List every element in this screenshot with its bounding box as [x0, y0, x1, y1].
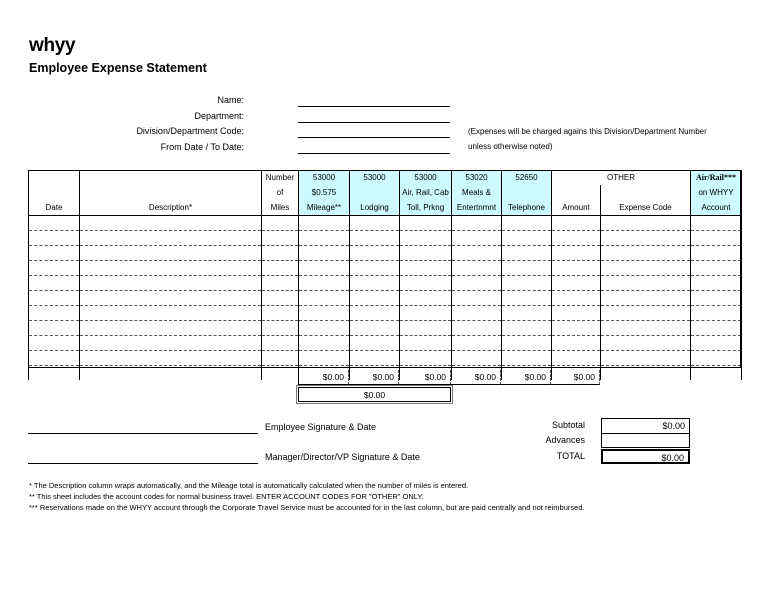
table-cell[interactable] [350, 261, 400, 276]
table-cell[interactable] [452, 291, 502, 306]
subtotal-value: $0.00 [601, 418, 690, 433]
header-col-1-row-3: Description* [80, 200, 262, 216]
table-cell[interactable] [350, 291, 400, 306]
grand-total-box: $0.00 [298, 387, 451, 402]
header-col-8-row-2 [552, 185, 601, 200]
table-cell[interactable] [262, 216, 299, 231]
table-cell[interactable] [262, 351, 299, 366]
table-cell[interactable] [601, 306, 691, 321]
table-cell[interactable] [552, 261, 601, 276]
employee-signature-label: Employee Signature & Date [265, 422, 377, 432]
table-cell[interactable] [299, 336, 350, 351]
table-cell[interactable] [299, 321, 350, 336]
dates-label: From Date / To Date: [160, 142, 244, 152]
table-cell[interactable] [299, 276, 350, 291]
header-col-9-row-2 [601, 185, 691, 200]
table-row [29, 336, 742, 351]
department-field[interactable] [298, 122, 450, 123]
employee-signature-line[interactable] [28, 433, 258, 434]
table-cell[interactable] [350, 351, 400, 366]
table-cell[interactable] [29, 261, 80, 276]
table-cell[interactable] [601, 276, 691, 291]
table-cell[interactable] [262, 276, 299, 291]
dates-field[interactable] [298, 153, 450, 154]
header-col-7-row-2 [502, 185, 552, 200]
table-cell[interactable] [601, 216, 691, 231]
table-cell[interactable] [350, 306, 400, 321]
table-cell[interactable] [502, 246, 552, 261]
header-col-1-row-2 [80, 185, 262, 200]
name-label: Name: [217, 95, 244, 105]
table-cell[interactable] [262, 336, 299, 351]
header-col-0-row-3: Date [29, 200, 80, 216]
table-cell[interactable] [80, 231, 262, 246]
header-col-2-row-2: of [262, 185, 299, 200]
table-cell[interactable] [80, 366, 262, 381]
column-total: $0.00 [551, 370, 600, 385]
table-cell[interactable] [502, 321, 552, 336]
table-cell[interactable] [452, 216, 502, 231]
table-cell[interactable] [691, 216, 742, 231]
header-row-3 [29, 200, 742, 216]
table-cell[interactable] [452, 321, 502, 336]
table-cell[interactable] [502, 216, 552, 231]
table-cell[interactable] [80, 351, 262, 366]
whyy-logo: whyy [29, 35, 76, 56]
table-cell[interactable] [452, 261, 502, 276]
table-row [29, 216, 742, 231]
table-cell[interactable] [691, 306, 742, 321]
table-cell[interactable] [552, 306, 601, 321]
table-cell[interactable] [601, 336, 691, 351]
table-cell[interactable] [262, 291, 299, 306]
column-total: $0.00 [298, 370, 349, 385]
table-cell[interactable] [502, 276, 552, 291]
header-col-0-row-1 [29, 170, 80, 185]
table-cell[interactable] [29, 231, 80, 246]
footnote-2: ** This sheet includes the account codes for normal business travel. ENTER ACCOUNT CODES FOR "OTHER" ONLY. [29, 492, 424, 501]
table-cell[interactable] [502, 336, 552, 351]
table-cell[interactable] [400, 306, 452, 321]
table-cell[interactable] [601, 246, 691, 261]
table-row [29, 291, 742, 306]
table-cell[interactable] [80, 321, 262, 336]
table-cell[interactable] [262, 321, 299, 336]
table-cell[interactable] [350, 276, 400, 291]
table-cell[interactable] [350, 336, 400, 351]
table-cell[interactable] [552, 216, 601, 231]
table-cell[interactable] [452, 351, 502, 366]
table-cell[interactable] [262, 366, 299, 381]
table-cell[interactable] [691, 366, 742, 381]
division-note-line-1: (Expenses will be charged agains this Division/Department Number [468, 127, 707, 136]
table-cell[interactable] [452, 276, 502, 291]
table-cell[interactable] [262, 246, 299, 261]
table-cell[interactable] [601, 321, 691, 336]
header-col-8-row-3: Amount [552, 200, 601, 216]
table-cell[interactable] [552, 231, 601, 246]
footnote-3: *** Reservations made on the WHYY account through the Corporate Travel Service must be accounted for in the last column, but are paid centrally and not reimbursed. [29, 503, 585, 512]
header-row-2 [29, 185, 742, 200]
table-cell[interactable] [80, 291, 262, 306]
table-row [29, 306, 742, 321]
table-cell[interactable] [601, 351, 691, 366]
table-cell[interactable] [299, 306, 350, 321]
table-cell[interactable] [502, 291, 552, 306]
table-cell[interactable] [29, 321, 80, 336]
table-cell[interactable] [452, 336, 502, 351]
division-code-label: Division/Department Code: [136, 126, 244, 136]
table-cell[interactable] [400, 291, 452, 306]
table-cell[interactable] [601, 231, 691, 246]
header-other: OTHER [552, 170, 691, 185]
table-cell[interactable] [299, 246, 350, 261]
header-col-10-row-2: on WHYY [691, 185, 742, 200]
table-cell[interactable] [80, 216, 262, 231]
table-cell[interactable] [29, 351, 80, 366]
table-row [29, 321, 742, 336]
advances-input[interactable] [601, 433, 690, 448]
table-cell[interactable] [350, 231, 400, 246]
division-code-field[interactable] [298, 137, 450, 138]
table-cell[interactable] [502, 261, 552, 276]
header-col-7-row-1: 52650 [502, 170, 552, 185]
header-row-1 [29, 170, 742, 185]
header-col-2-row-3: Miles [262, 200, 299, 216]
table-cell[interactable] [452, 246, 502, 261]
table-cell[interactable] [299, 261, 350, 276]
table-cell[interactable] [691, 351, 742, 366]
column-total: $0.00 [451, 370, 501, 385]
table-cell[interactable] [552, 291, 601, 306]
total-label: TOTAL [556, 451, 585, 461]
table-cell[interactable] [691, 231, 742, 246]
header-col-2-row-1: Number [262, 170, 299, 185]
table-row [29, 231, 742, 246]
table-cell[interactable] [691, 336, 742, 351]
table-cell[interactable] [29, 366, 80, 381]
table-cell[interactable] [350, 321, 400, 336]
table-cell[interactable] [80, 336, 262, 351]
header-col-5-row-2: Air, Rail, Cab [400, 185, 452, 200]
table-cell[interactable] [299, 216, 350, 231]
header-col-4-row-3: Lodging [350, 200, 400, 216]
table-cell[interactable] [80, 306, 262, 321]
table-cell[interactable] [400, 231, 452, 246]
table-cell[interactable] [552, 351, 601, 366]
header-col-4-row-2 [350, 185, 400, 200]
table-cell[interactable] [262, 306, 299, 321]
table-cell[interactable] [552, 321, 601, 336]
table-cell[interactable] [400, 261, 452, 276]
table-cell[interactable] [29, 306, 80, 321]
header-col-3-row-3: Mileage** [299, 200, 350, 216]
header-col-5-row-1: 53000 [400, 170, 452, 185]
table-cell[interactable] [691, 261, 742, 276]
department-label: Department: [194, 111, 244, 121]
table-cell[interactable] [552, 246, 601, 261]
table-cell[interactable] [452, 231, 502, 246]
header-col-10-row-3: Account [691, 200, 742, 216]
table-cell[interactable] [80, 246, 262, 261]
table-cell[interactable] [299, 351, 350, 366]
header-col-7-row-3: Telephone [502, 200, 552, 216]
table-cell[interactable] [29, 246, 80, 261]
table-cell[interactable] [80, 261, 262, 276]
table-cell[interactable] [691, 276, 742, 291]
table-cell[interactable] [400, 336, 452, 351]
table-row [29, 276, 742, 291]
header-col-5-row-3: Toll, Prkng [400, 200, 452, 216]
table-cell[interactable] [262, 231, 299, 246]
table-cell[interactable] [350, 216, 400, 231]
table-cell[interactable] [601, 366, 691, 381]
advances-label: Advances [545, 435, 585, 445]
table-cell[interactable] [502, 306, 552, 321]
expense-table [28, 170, 742, 380]
table-cell[interactable] [502, 351, 552, 366]
header-col-10-row-1: Air/Rail*** [691, 170, 742, 185]
table-row [29, 246, 742, 261]
table-cell[interactable] [601, 261, 691, 276]
table-cell[interactable] [299, 291, 350, 306]
name-field[interactable] [298, 106, 450, 107]
column-total: $0.00 [399, 370, 451, 385]
column-total: $0.00 [349, 370, 399, 385]
header-col-6-row-2: Meals & [452, 185, 502, 200]
table-row [29, 261, 742, 276]
header-col-1-row-1 [80, 170, 262, 185]
header-col-4-row-1: 53000 [350, 170, 400, 185]
table-cell[interactable] [400, 351, 452, 366]
header-col-0-row-2 [29, 185, 80, 200]
header-col-9-row-3: Expense Code [601, 200, 691, 216]
table-cell[interactable] [29, 291, 80, 306]
table-cell[interactable] [691, 246, 742, 261]
table-cell[interactable] [400, 216, 452, 231]
table-cell[interactable] [299, 231, 350, 246]
table-cell[interactable] [691, 321, 742, 336]
table-cell[interactable] [691, 291, 742, 306]
table-cell[interactable] [80, 276, 262, 291]
table-cell[interactable] [452, 306, 502, 321]
table-cell[interactable] [552, 336, 601, 351]
footnote-1: * The Description column wraps automatically, and the Mileage total is automatically calculated when the number of miles is entered. [29, 481, 469, 490]
table-cell[interactable] [29, 276, 80, 291]
table-cell[interactable] [350, 246, 400, 261]
subtotal-label: Subtotal [551, 420, 585, 430]
table-cell[interactable] [400, 321, 452, 336]
column-total: $0.00 [501, 370, 551, 385]
manager-signature-label: Manager/Director/VP Signature & Date [265, 452, 420, 462]
table-cell[interactable] [29, 216, 80, 231]
header-col-6-row-3: Entertnmnt [452, 200, 502, 216]
table-cell[interactable] [29, 336, 80, 351]
table-row [29, 351, 742, 366]
table-cell[interactable] [262, 261, 299, 276]
header-col-3-row-1: 53000 [299, 170, 350, 185]
table-cell[interactable] [552, 276, 601, 291]
header-col-3-row-2: $0.575 [299, 185, 350, 200]
table-cell[interactable] [400, 276, 452, 291]
table-cell[interactable] [400, 246, 452, 261]
division-note-line-2: unless otherwise noted) [468, 142, 553, 151]
table-cell[interactable] [601, 291, 691, 306]
header-col-6-row-1: 53020 [452, 170, 502, 185]
page-title: Employee Expense Statement [29, 61, 207, 75]
total-value: $0.00 [601, 449, 690, 464]
table-cell[interactable] [502, 231, 552, 246]
manager-signature-line[interactable] [28, 463, 258, 464]
